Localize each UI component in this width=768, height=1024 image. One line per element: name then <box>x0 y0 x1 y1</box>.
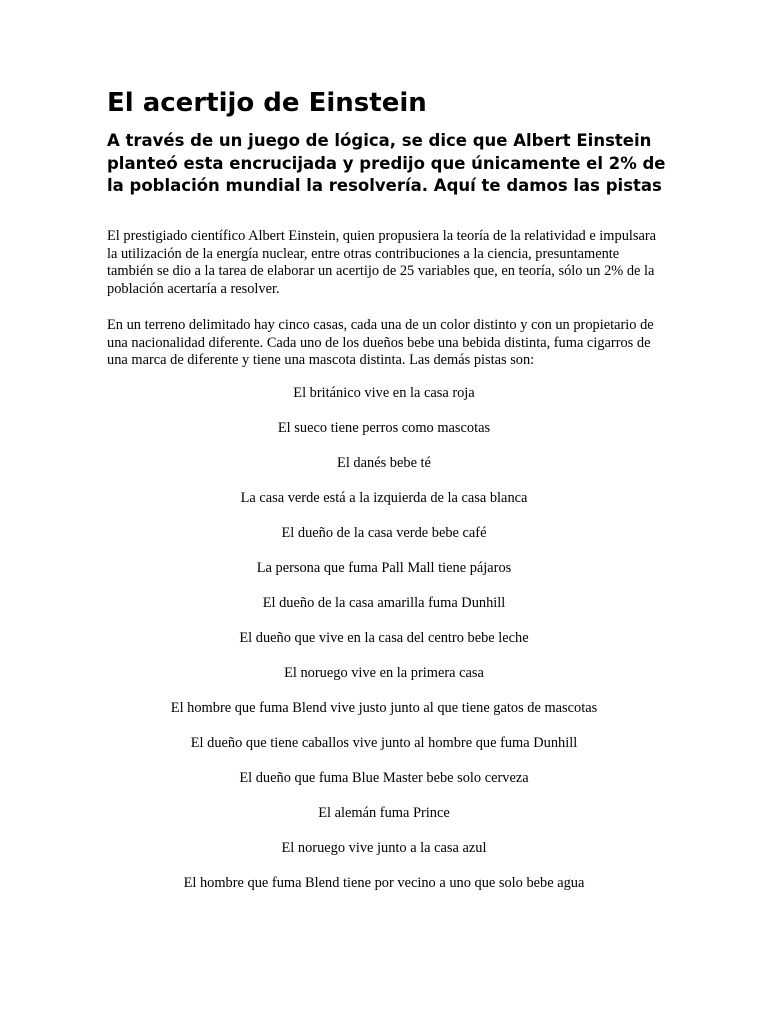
intro-paragraph: El prestigiado científico Albert Einstein, quien propusiera la teoría de la relatividad e impulsara la utilización de la energía nuclear, entre otras contribuciones a la ciencia, presuntamente también se dio a la tarea de elaborar un acertijo de 25 variables que, en teoría, sólo un 2% de la población acertaría a resolver. <box>107 228 657 297</box>
clue-item: El dueño que tiene caballos vive junto al hombre que fuma Dunhill <box>190 735 578 751</box>
clue-item: El hombre que fuma Blend vive justo junto al que tiene gatos de mascotas <box>170 700 598 716</box>
clue-item: El noruego vive junto a la casa azul <box>281 840 487 856</box>
document-subtitle: A través de un juego de lógica, se dice que Albert Einstein planteó esta encrucijada y predijo que únicamente el 2% de la población mundial la resolvería. Aquí te damos las pistas <box>107 131 666 195</box>
clue-item: El dueño que fuma Blue Master bebe solo cerveza <box>239 770 529 786</box>
clue-item: El danés bebe té <box>337 455 431 471</box>
clue-list <box>0 383 768 908</box>
puzzle-description-paragraph: En un terreno delimitado hay cinco casas, cada una de un color distinto y con un propietario de una nacionalidad diferente. Cada uno de los dueños bebe una bebida distinta, fuma cigarros de una marca de diferente y tiene una mascota distinta. Las demás pistas son: <box>107 317 654 368</box>
clue-item: El noruego vive en la primera casa <box>284 665 484 681</box>
document-title: El acertijo de Einstein <box>107 88 427 118</box>
clue-item: La persona que fuma Pall Mall tiene pájaros <box>256 560 512 576</box>
clue-item: El hombre que fuma Blend tiene por vecino a uno que solo bebe agua <box>183 875 585 891</box>
clue-item: La casa verde está a la izquierda de la casa blanca <box>240 490 528 506</box>
clue-item: El dueño de la casa verde bebe café <box>281 525 487 541</box>
clue-item: El británico vive en la casa roja <box>293 385 475 401</box>
clue-item: El alemán fuma Prince <box>318 805 450 821</box>
clue-item: El sueco tiene perros como mascotas <box>277 420 491 436</box>
clue-item: El dueño de la casa amarilla fuma Dunhill <box>262 595 506 611</box>
clue-item: El dueño que vive en la casa del centro bebe leche <box>239 630 529 646</box>
